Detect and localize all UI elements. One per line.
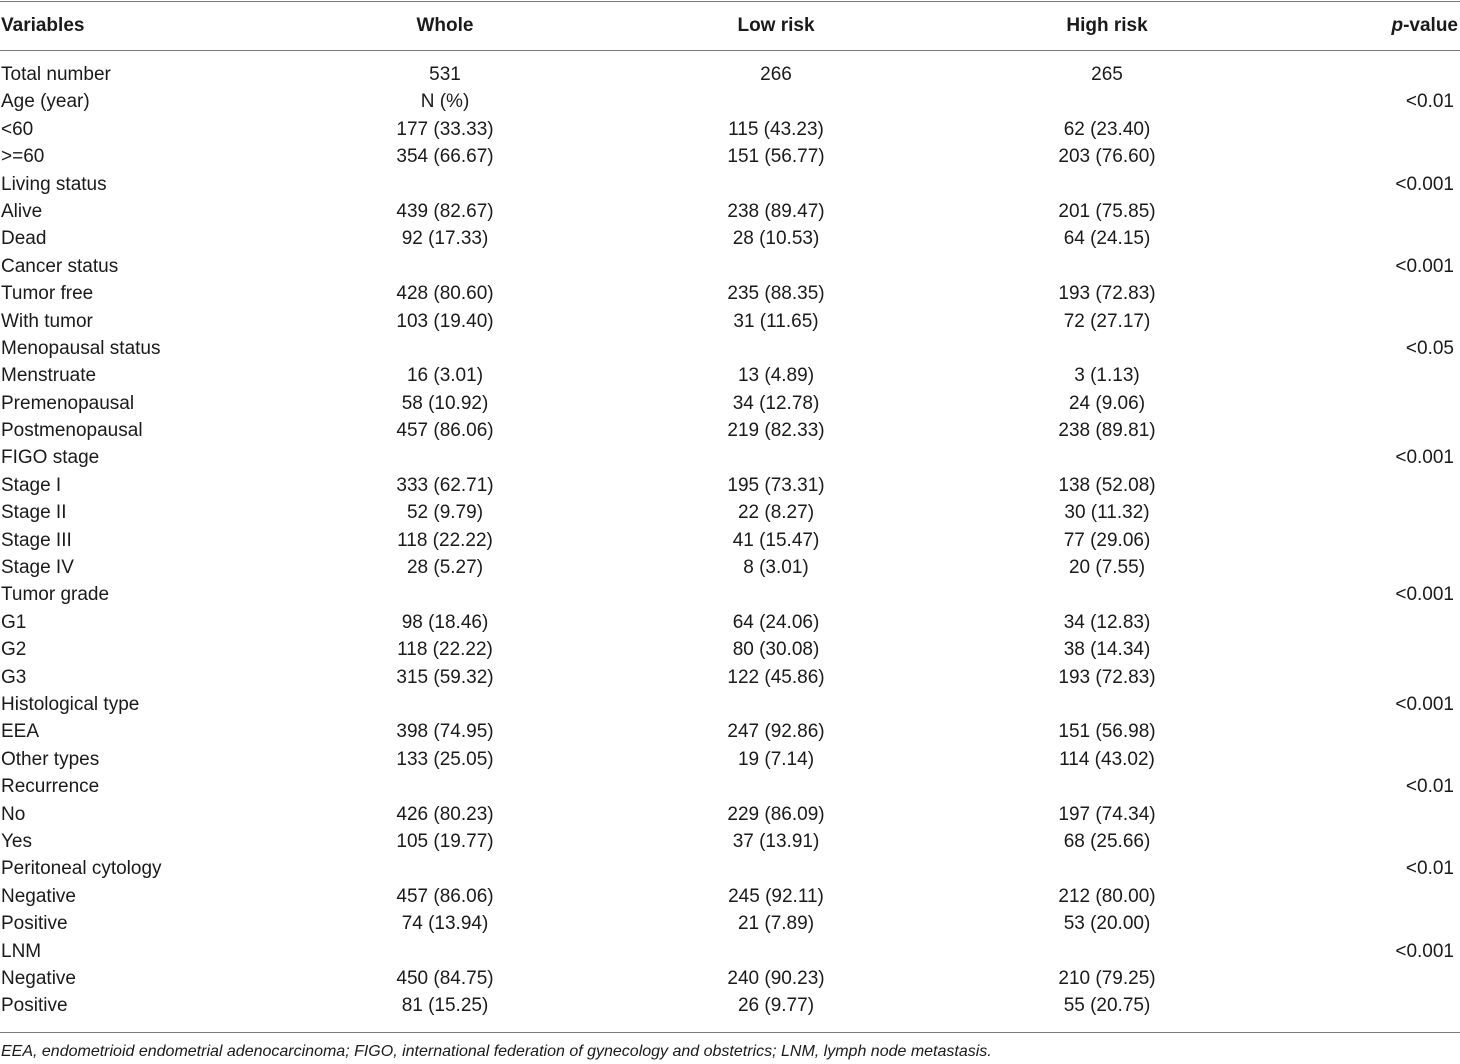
cell-whole: 105 (19.77) xyxy=(396,830,494,852)
cell-whole: 133 (25.05) xyxy=(396,748,494,770)
cell-high-risk: 55 (20.75) xyxy=(1063,995,1151,1017)
cell-variable: Stage I xyxy=(1,474,62,496)
table-row xyxy=(0,418,1460,445)
cell-low-risk: 122 (45.86) xyxy=(727,666,825,688)
cell-variable: Negative xyxy=(1,885,76,907)
table-row xyxy=(0,692,1460,719)
cell-high-risk: 38 (14.34) xyxy=(1063,639,1151,661)
table-row xyxy=(0,117,1460,144)
table-row xyxy=(0,665,1460,692)
cell-high-risk: 34 (12.83) xyxy=(1063,611,1151,633)
cell-high-risk: 68 (25.66) xyxy=(1063,830,1151,852)
cell-low-risk: 37 (13.91) xyxy=(732,830,820,852)
cell-variable: Premenopausal xyxy=(1,392,135,414)
cell-high-risk: 64 (24.15) xyxy=(1063,228,1151,250)
table-row xyxy=(0,774,1460,801)
cell-high-risk: 77 (29.06) xyxy=(1063,529,1151,551)
cell-low-risk: 8 (3.01) xyxy=(743,557,809,579)
cell-variable: FIGO stage xyxy=(1,447,100,469)
table-row xyxy=(0,993,1460,1020)
cell-variable: Menstruate xyxy=(1,365,97,387)
cell-low-risk: 235 (88.35) xyxy=(727,283,825,305)
cell-variable: With tumor xyxy=(1,310,93,332)
cell-whole: 426 (80.23) xyxy=(396,803,494,825)
cell-low-risk: 240 (90.23) xyxy=(727,967,825,989)
table-row xyxy=(0,89,1460,116)
cell-low-risk: 21 (7.89) xyxy=(737,913,815,935)
table-row xyxy=(0,199,1460,226)
cell-variable: EEA xyxy=(1,721,40,743)
cell-variable: LNM xyxy=(1,940,42,962)
cell-high-risk: 210 (79.25) xyxy=(1058,967,1156,989)
table-row xyxy=(0,281,1460,308)
bottom-rule xyxy=(0,1032,1460,1033)
cell-whole: 531 xyxy=(429,64,461,85)
cell-low-risk: 247 (92.86) xyxy=(727,721,825,743)
table-row xyxy=(0,336,1460,363)
cell-low-risk: 229 (86.09) xyxy=(727,803,825,825)
cell-whole: 398 (74.95) xyxy=(396,721,494,743)
header-p-italic: p xyxy=(1391,15,1404,36)
cell-low-risk: 219 (82.33) xyxy=(727,420,825,442)
cell-whole: 52 (9.79) xyxy=(406,502,484,524)
cell-whole: 118 (22.22) xyxy=(397,529,493,551)
cell-low-risk: 80 (30.08) xyxy=(732,639,820,661)
cell-variable: Total number xyxy=(1,64,111,85)
cell-high-risk: 193 (72.83) xyxy=(1058,666,1156,688)
cell-variable: Alive xyxy=(1,200,43,222)
cell-high-risk: 20 (7.55) xyxy=(1068,557,1146,579)
cell-p-value: <0.05 xyxy=(1405,337,1454,359)
cell-variable: No xyxy=(1,803,26,825)
cell-low-risk: 41 (15.47) xyxy=(732,529,820,551)
cell-variable: Age (year) xyxy=(1,91,90,113)
table-row xyxy=(0,856,1460,883)
cell-high-risk: 53 (20.00) xyxy=(1063,913,1151,935)
cell-high-risk: 197 (74.34) xyxy=(1058,803,1156,825)
header-variables: Variables xyxy=(1,15,85,36)
header-whole: Whole xyxy=(416,15,474,36)
cell-high-risk: 30 (11.32) xyxy=(1064,502,1150,524)
cell-variable: G3 xyxy=(1,666,27,688)
cell-variable: Other types xyxy=(1,748,100,770)
cell-p-value: <0.001 xyxy=(1395,940,1454,962)
cell-p-value: <0.001 xyxy=(1395,173,1454,195)
header-high-risk: High risk xyxy=(1066,15,1148,36)
cell-whole: 28 (5.27) xyxy=(406,557,484,579)
table-row xyxy=(0,445,1460,472)
cell-low-risk: 22 (8.27) xyxy=(737,502,815,524)
cell-variable: Dead xyxy=(1,228,47,250)
table-row xyxy=(0,719,1460,746)
cell-variable: Postmenopausal xyxy=(1,420,143,442)
table-row xyxy=(0,637,1460,664)
cell-variable: Positive xyxy=(1,913,68,935)
table-header xyxy=(0,0,1460,50)
cell-p-value: <0.01 xyxy=(1405,91,1454,113)
cell-p-value: <0.01 xyxy=(1405,776,1454,798)
cell-whole: 428 (80.60) xyxy=(396,283,494,305)
cell-low-risk: 34 (12.78) xyxy=(732,392,820,414)
cell-p-value: <0.01 xyxy=(1405,858,1454,880)
cell-variable: >=60 xyxy=(1,146,45,168)
header-p-value xyxy=(1391,15,1458,37)
cell-low-risk: 238 (89.47) xyxy=(727,200,825,222)
table-row xyxy=(0,966,1460,993)
table-row xyxy=(0,473,1460,500)
cell-p-value: <0.001 xyxy=(1395,693,1454,715)
cell-whole: 457 (86.06) xyxy=(396,420,494,442)
table-row xyxy=(0,226,1460,253)
cell-high-risk: 3 (1.13) xyxy=(1074,365,1140,387)
cell-variable: Histological type xyxy=(1,693,140,715)
table-row xyxy=(0,254,1460,281)
cell-variable: Living status xyxy=(1,173,107,195)
cell-variable: Recurrence xyxy=(1,776,100,798)
cell-whole: N (%) xyxy=(420,91,470,113)
cell-high-risk: 203 (76.60) xyxy=(1058,146,1156,168)
cell-high-risk: 24 (9.06) xyxy=(1068,392,1146,414)
table-row xyxy=(0,500,1460,527)
header-rule xyxy=(0,50,1460,51)
header-low-risk: Low risk xyxy=(737,15,815,36)
cell-high-risk: 238 (89.81) xyxy=(1058,420,1156,442)
cell-low-risk: 31 (11.65) xyxy=(733,310,819,332)
cell-whole: 74 (13.94) xyxy=(401,913,489,935)
cell-whole: 450 (84.75) xyxy=(396,967,494,989)
table-row xyxy=(0,144,1460,171)
cell-variable: G1 xyxy=(1,611,27,633)
cell-high-risk: 193 (72.83) xyxy=(1058,283,1156,305)
table-row xyxy=(0,802,1460,829)
cell-variable: Stage III xyxy=(1,529,72,551)
cell-variable: Positive xyxy=(1,995,68,1017)
table-row xyxy=(0,939,1460,966)
table-row xyxy=(0,62,1460,89)
table-row xyxy=(0,309,1460,336)
table-row xyxy=(0,884,1460,911)
cell-whole: 439 (82.67) xyxy=(396,200,494,222)
table-row xyxy=(0,528,1460,555)
table-row xyxy=(0,391,1460,418)
cell-variable: Stage IV xyxy=(1,557,74,579)
cell-high-risk: 212 (80.00) xyxy=(1058,885,1156,907)
cell-whole: 315 (59.32) xyxy=(396,666,494,688)
cell-whole: 457 (86.06) xyxy=(396,885,494,907)
cell-p-value: <0.001 xyxy=(1395,584,1454,606)
table-footnote: EEA, endometrioid endometrial adenocarcinoma; FIGO, international federation of gynecology and obstetrics; LNM, lymph node metastasis. xyxy=(1,1043,992,1060)
cell-high-risk: 114 (43.02) xyxy=(1059,748,1155,770)
cell-whole: 333 (62.71) xyxy=(396,474,494,496)
table-row xyxy=(0,363,1460,390)
cell-high-risk: 138 (52.08) xyxy=(1058,474,1156,496)
cell-whole: 103 (19.40) xyxy=(396,310,494,332)
cell-whole: 16 (3.01) xyxy=(406,365,484,387)
cell-variable: G2 xyxy=(1,639,27,661)
cell-variable: Peritoneal cytology xyxy=(1,858,162,880)
table-row xyxy=(0,555,1460,582)
cell-variable: Cancer status xyxy=(1,255,119,277)
table-row xyxy=(0,829,1460,856)
cell-variable: Tumor grade xyxy=(1,584,110,606)
cell-whole: 92 (17.33) xyxy=(401,228,489,250)
cell-low-risk: 266 xyxy=(760,64,792,85)
cell-high-risk: 72 (27.17) xyxy=(1063,310,1151,332)
cell-p-value: <0.001 xyxy=(1395,255,1454,277)
cell-variable: Tumor free xyxy=(1,283,94,305)
cell-low-risk: 19 (7.14) xyxy=(737,748,815,770)
cell-variable: <60 xyxy=(1,118,34,140)
cell-whole: 354 (66.67) xyxy=(396,146,494,168)
cell-variable: Yes xyxy=(1,830,32,852)
cell-high-risk: 62 (23.40) xyxy=(1063,118,1151,140)
header-p-suffix: -value xyxy=(1403,15,1458,36)
table-row xyxy=(0,747,1460,774)
table-row xyxy=(0,582,1460,609)
cell-high-risk: 201 (75.85) xyxy=(1058,200,1156,222)
cell-high-risk: 151 (56.98) xyxy=(1058,721,1156,743)
table-body xyxy=(0,62,1460,1021)
cell-whole: 98 (18.46) xyxy=(401,611,489,633)
cell-low-risk: 26 (9.77) xyxy=(737,995,815,1017)
table-row xyxy=(0,172,1460,199)
cell-p-value: <0.001 xyxy=(1395,447,1454,469)
cell-low-risk: 195 (73.31) xyxy=(727,474,825,496)
cell-whole: 177 (33.33) xyxy=(396,118,494,140)
cell-whole: 118 (22.22) xyxy=(397,639,493,661)
cell-low-risk: 64 (24.06) xyxy=(732,611,820,633)
cell-low-risk: 28 (10.53) xyxy=(732,228,820,250)
cell-whole: 58 (10.92) xyxy=(401,392,489,414)
cell-variable: Negative xyxy=(1,967,76,989)
cell-low-risk: 115 (43.23) xyxy=(728,118,824,140)
cell-whole: 81 (15.25) xyxy=(401,995,489,1017)
table-row xyxy=(0,610,1460,637)
cell-variable: Stage II xyxy=(1,502,67,524)
table-row xyxy=(0,911,1460,938)
cell-low-risk: 13 (4.89) xyxy=(737,365,815,387)
cell-low-risk: 245 (92.11) xyxy=(728,885,824,907)
cell-low-risk: 151 (56.77) xyxy=(727,146,825,168)
cell-high-risk: 265 xyxy=(1091,64,1123,85)
cell-variable: Menopausal status xyxy=(1,337,161,359)
